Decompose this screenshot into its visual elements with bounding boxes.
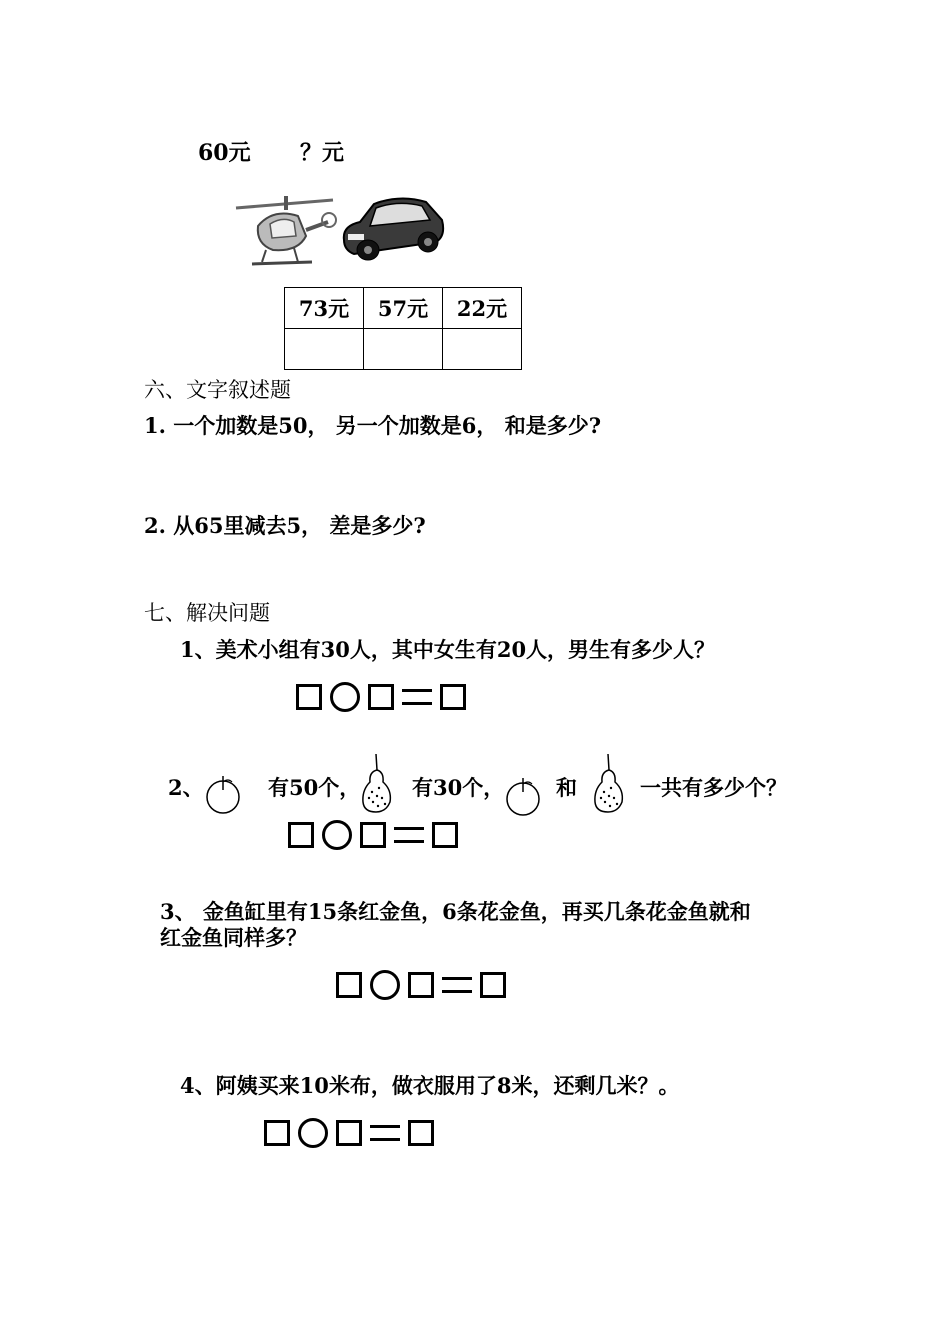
section7-question-3-line1: 3、 金鱼缸里有15条红金鱼，6条花金鱼，再买几条花金鱼就和 (160, 899, 751, 924)
helicopter-icon (228, 186, 338, 270)
blank-box[interactable] (336, 1120, 362, 1146)
section7-question-4: 4、阿姨买来10米布，做衣服用了8米，还剩几米？。 (180, 1073, 680, 1098)
section6-question-2: 2. 从65里减去5， 差是多少? (144, 513, 426, 538)
blank-box[interactable] (432, 822, 458, 848)
equation-template-3 (336, 970, 506, 1000)
pear-icon (592, 752, 626, 814)
blank-box[interactable] (336, 972, 362, 998)
q2-part3: 和 (556, 775, 577, 800)
blank-box[interactable] (408, 972, 434, 998)
apple-icon (504, 772, 542, 818)
apple-icon (204, 770, 242, 816)
blank-box[interactable] (440, 684, 466, 710)
q2-part1: 有50个， (268, 775, 361, 800)
answer-cell-2[interactable] (364, 329, 443, 370)
price-table (284, 287, 522, 370)
section6-question-1: 1. 一个加数是50， 另一个加数是6， 和是多少? (144, 413, 601, 438)
blank-box[interactable] (264, 1120, 290, 1146)
answer-cell-3[interactable] (443, 329, 522, 370)
blank-box[interactable] (480, 972, 506, 998)
operator-circle[interactable] (330, 682, 360, 712)
blank-box[interactable] (408, 1120, 434, 1146)
equation-template-1 (296, 682, 466, 712)
price-option-1: 73元 (285, 288, 364, 329)
equals-sign (442, 977, 472, 993)
operator-circle[interactable] (322, 820, 352, 850)
blank-box[interactable] (360, 822, 386, 848)
section7-question-3-line2: 红金鱼同样多？ (160, 925, 307, 950)
pear-icon (360, 752, 394, 814)
equation-template-4 (264, 1118, 434, 1148)
section7-title: 七、解决问题 (144, 601, 270, 625)
price-option-3: 22元 (443, 288, 522, 329)
equals-sign (370, 1125, 400, 1141)
blank-box[interactable] (288, 822, 314, 848)
equals-sign (402, 689, 432, 705)
answer-cell-1[interactable] (285, 329, 364, 370)
price-option-2: 57元 (364, 288, 443, 329)
operator-circle[interactable] (298, 1118, 328, 1148)
section6-title: 六、文字叙述题 (144, 378, 291, 402)
equation-template-2 (288, 820, 458, 850)
equals-sign (394, 827, 424, 843)
table-row (285, 288, 522, 329)
q2-part4: 一共有多少个？ (640, 775, 787, 800)
q2-number: 2、 (168, 775, 204, 800)
car-price: ？元 (300, 140, 345, 166)
helicopter-price: 60元 (198, 140, 251, 166)
table-row (285, 329, 522, 370)
operator-circle[interactable] (370, 970, 400, 1000)
q2-part2: 有30个， (412, 775, 505, 800)
blank-box[interactable] (368, 684, 394, 710)
car-icon (340, 190, 446, 266)
section7-question-1: 1、美术小组有30人，其中女生有20人，男生有多少人？ (180, 637, 716, 662)
blank-box[interactable] (296, 684, 322, 710)
